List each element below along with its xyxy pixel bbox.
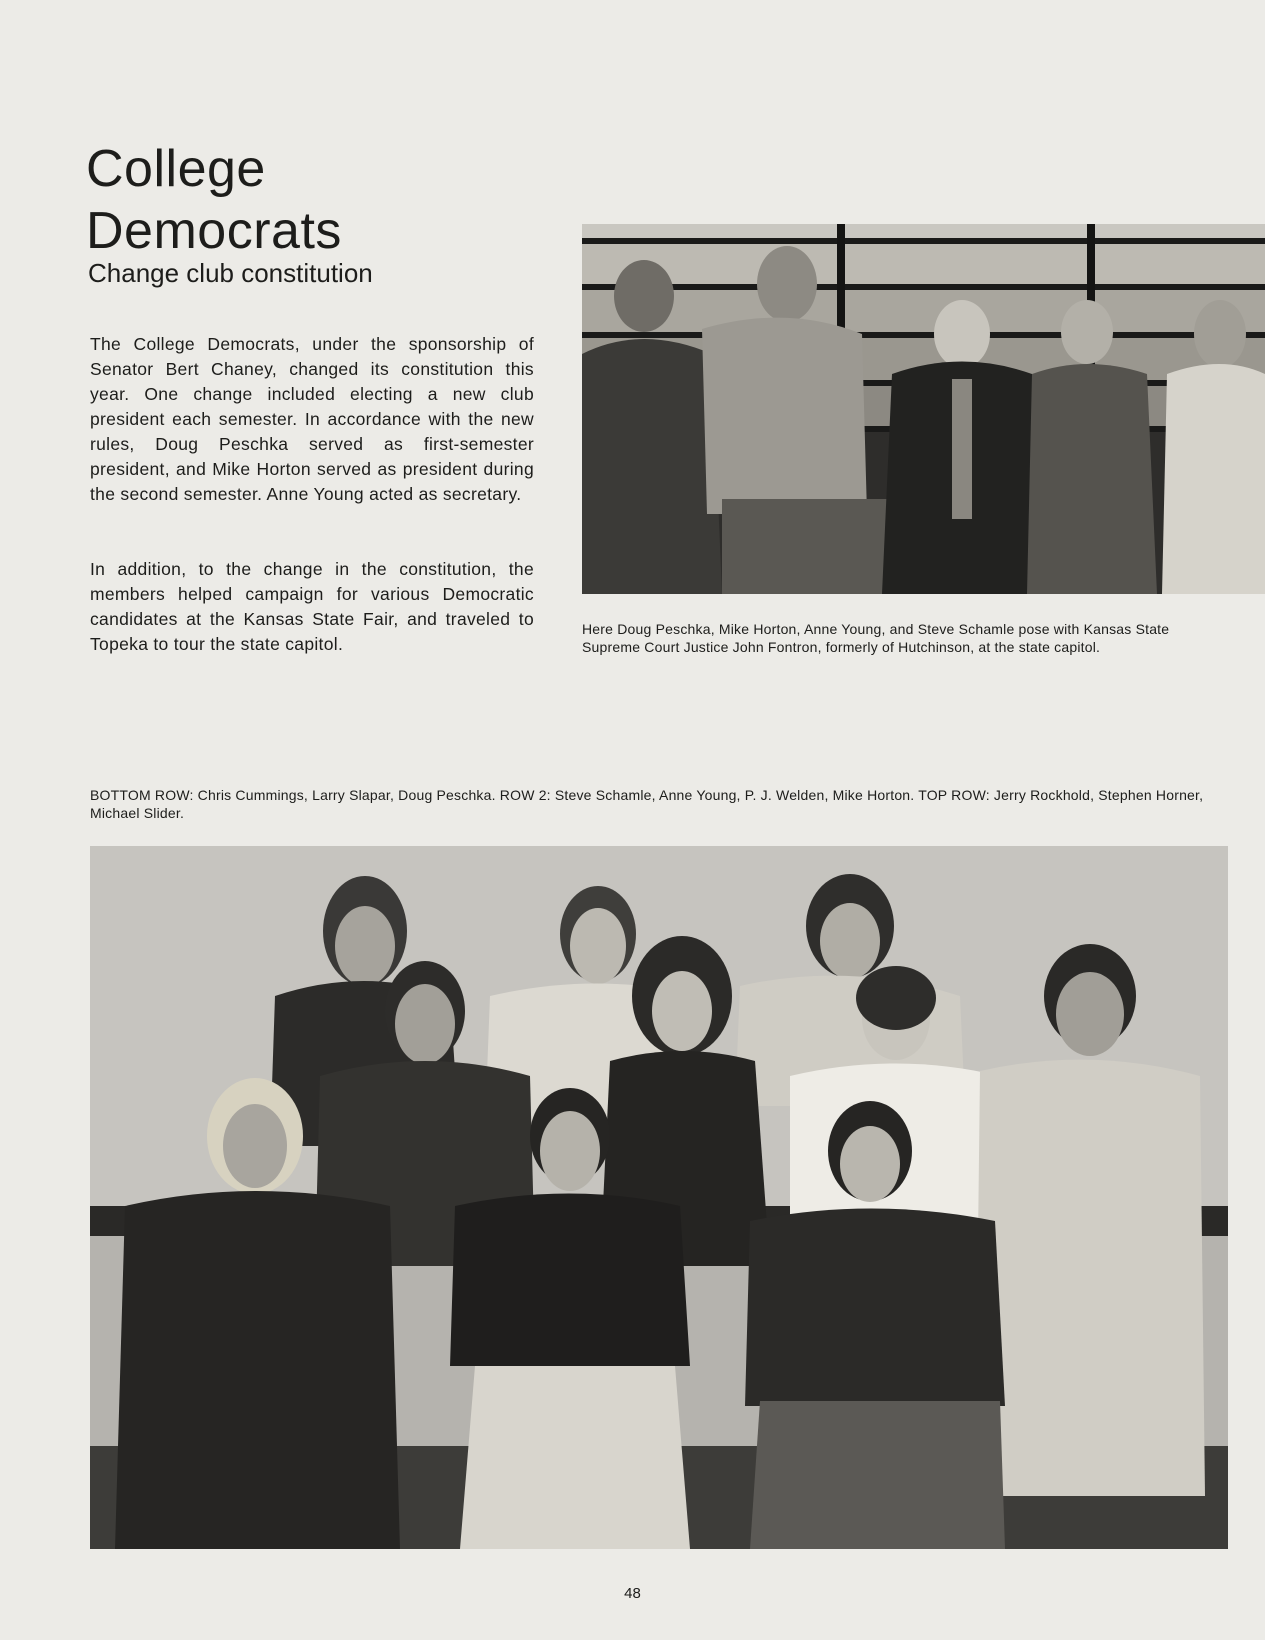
capitol-group-photo [582,224,1265,594]
club-group-photo [90,846,1228,1549]
group-photo-caption: BOTTOM ROW: Chris Cummings, Larry Slapar, Doug Peschka. ROW 2: Steve Schamle, Anne Young, P. J. Welden, Mike Horton. TOP ROW: Jerry Rockhold, Stephen Horner, Michael Slider. [90,787,1204,821]
page-number: 48 [624,1585,641,1602]
article-paragraph-1: The College Democrats, under the sponsorship of Senator Bert Chaney, changed its constitution this year. One change included electing a new club president each semester. In accordance with the new rules, Doug Peschka served as first-semester president, and Mike Horton served as president during the second semester. Anne Young acted as secretary. [90,334,534,504]
article-paragraph-2: In addition, to the change in the constitution, the members helped campaign for various Democratic candidates at the Kansas State Fair, and traveled to Topeka to tour the state capitol. [90,559,534,654]
capitol-photo-caption: Here Doug Peschka, Mike Horton, Anne Young, and Steve Schamle pose with Kansas State Supreme Court Justice John Fontron, formerly of Hutchinson, at the state capitol. [582,621,1170,655]
page-subtitle: Change club constitution [88,258,373,288]
page-title: College Democrats [86,140,342,260]
